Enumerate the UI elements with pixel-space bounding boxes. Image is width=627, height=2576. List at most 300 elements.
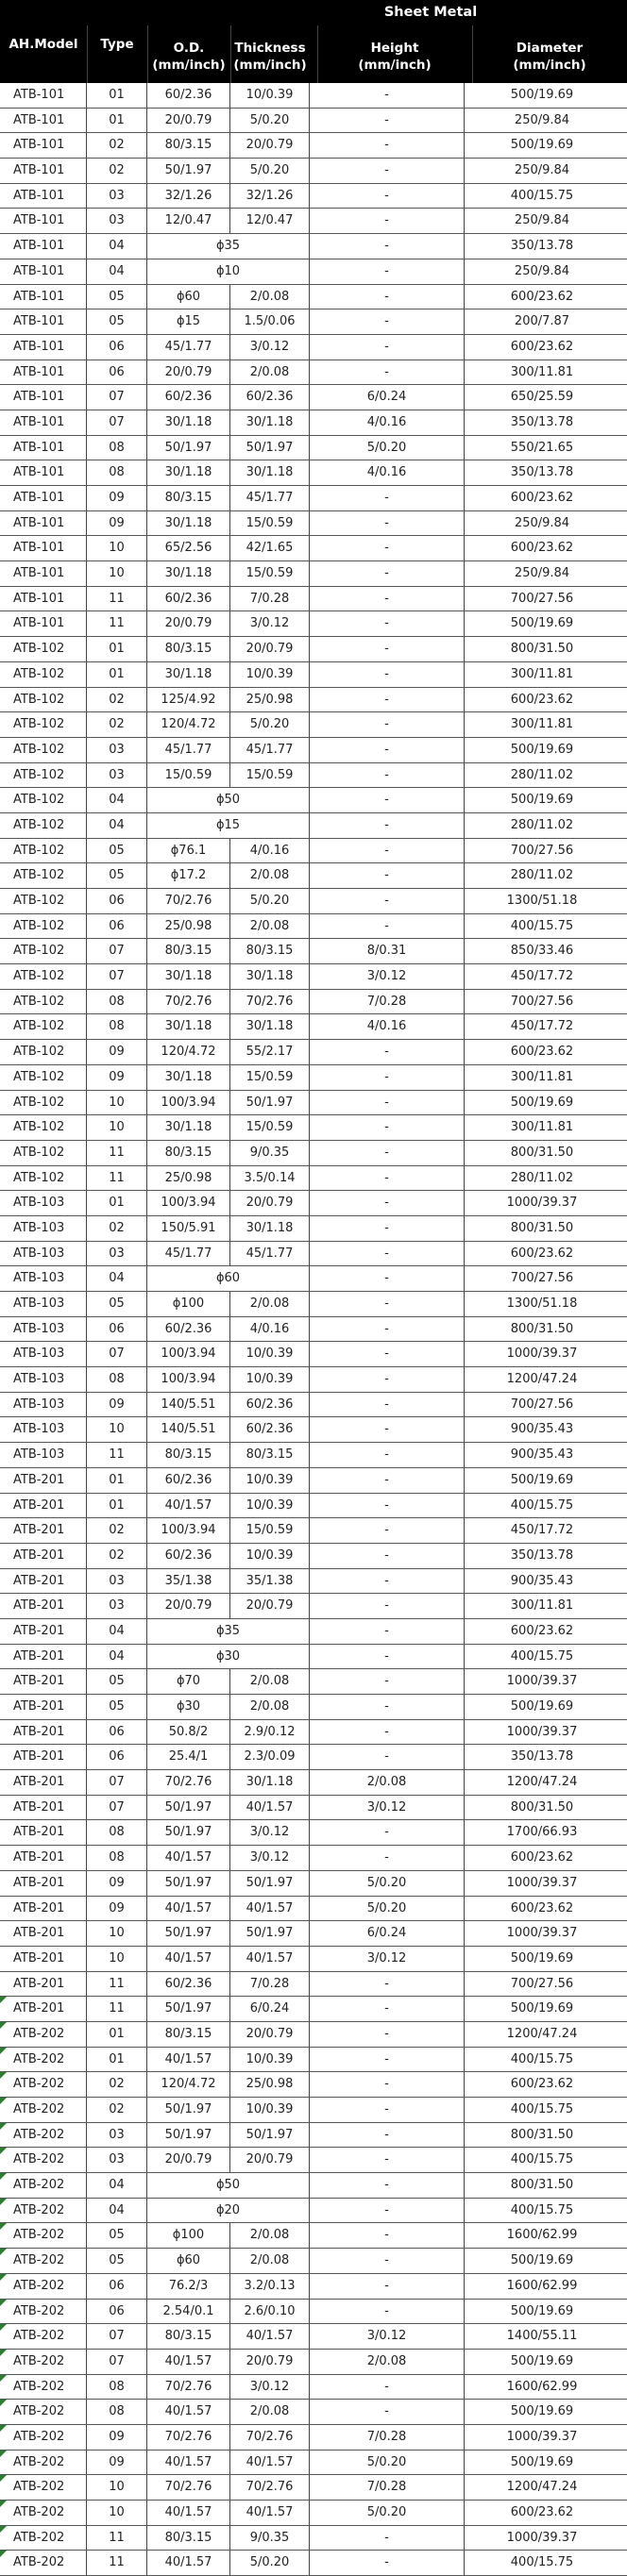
cell-model: ATB-201 bbox=[0, 1871, 87, 1896]
cell-height: - bbox=[310, 2148, 465, 2172]
cell-diameter: 1000/39.37 bbox=[506, 1196, 578, 1211]
cell-thickness: 70/2.76 bbox=[230, 2425, 310, 2450]
cell-od: 50/1.97 bbox=[147, 159, 230, 183]
cell-diameter: 200/7.87 bbox=[514, 314, 570, 329]
cell-type: 11 bbox=[87, 1141, 147, 1165]
table-row bbox=[0, 1292, 627, 1317]
cell-od: ϕ15 bbox=[147, 813, 310, 838]
cell-diameter: 900/35.43 bbox=[510, 1422, 574, 1437]
cell-model: ATB-202 bbox=[0, 2249, 87, 2273]
cell-model: ATB-102 bbox=[0, 1040, 87, 1064]
cell-diameter: 300/11.81 bbox=[510, 1069, 574, 1084]
cell-thickness: 10/0.39 bbox=[230, 1494, 310, 1518]
table-row bbox=[0, 1468, 627, 1494]
cell-diameter: 500/19.69 bbox=[510, 88, 574, 102]
cell-thickness: 7/0.28 bbox=[230, 587, 310, 611]
cell-model: ATB-202 bbox=[0, 2451, 87, 2475]
cell-marker-icon bbox=[0, 2551, 7, 2557]
table-row bbox=[0, 1494, 627, 1519]
cell-type: 07 bbox=[87, 1796, 147, 1820]
cell-model: ATB-102 bbox=[0, 914, 87, 939]
cell-type: 03 bbox=[87, 1594, 147, 1618]
cell-diameter: 350/13.78 bbox=[510, 1547, 574, 1563]
cell-diameter: 250/9.84 bbox=[514, 213, 570, 228]
cell-od: 20/0.79 bbox=[147, 2148, 230, 2172]
table-row bbox=[0, 2123, 627, 2149]
cell-height: - bbox=[310, 889, 465, 913]
cell-type: 08 bbox=[87, 2375, 147, 2400]
table-row bbox=[0, 1619, 627, 1645]
cell-model: ATB-101 bbox=[0, 83, 87, 108]
cell-od: 80/3.15 bbox=[147, 1443, 230, 1467]
table-row bbox=[0, 1115, 627, 1141]
cell-od: 70/2.76 bbox=[147, 1770, 230, 1795]
table-row bbox=[0, 486, 627, 511]
cell-diameter: 500/19.69 bbox=[510, 1950, 574, 1965]
cell-thickness: 30/1.18 bbox=[230, 1770, 310, 1795]
cell-type: 06 bbox=[87, 1720, 147, 1745]
cell-od: 30/1.18 bbox=[147, 1014, 230, 1039]
cell-model: ATB-103 bbox=[0, 1191, 87, 1215]
cell-od: 120/4.72 bbox=[147, 1040, 230, 1064]
table-row bbox=[0, 2274, 627, 2300]
cell-thickness: 2/0.08 bbox=[230, 1669, 310, 1694]
cell-type: 03 bbox=[87, 1242, 147, 1266]
cell-od: 80/3.15 bbox=[147, 637, 230, 661]
table-row bbox=[0, 511, 627, 537]
cell-thickness: 30/1.18 bbox=[230, 964, 310, 989]
table-row bbox=[0, 763, 627, 789]
cell-height: - bbox=[310, 839, 465, 863]
cell-od: ϕ76.1 bbox=[147, 839, 230, 863]
cell-diameter: 280/11.02 bbox=[510, 868, 574, 883]
cell-thickness: 40/1.57 bbox=[230, 1796, 310, 1820]
cell-height: - bbox=[310, 1695, 465, 1719]
cell-type: 08 bbox=[87, 1014, 147, 1039]
cell-height: - bbox=[310, 2375, 465, 2400]
cell-od: 45/1.77 bbox=[147, 335, 230, 360]
cell-od: 150/5.91 bbox=[147, 1216, 230, 1241]
cell-type: 07 bbox=[87, 964, 147, 989]
cell-marker-icon bbox=[0, 2048, 7, 2054]
cell-thickness: 10/0.39 bbox=[230, 1468, 310, 1493]
cell-thickness: 2/0.08 bbox=[230, 2400, 310, 2424]
cell-model: ATB-202 bbox=[0, 2199, 87, 2223]
cell-od: 20/0.79 bbox=[147, 109, 230, 133]
cell-diameter: 600/23.62 bbox=[510, 2505, 574, 2519]
cell-type: 08 bbox=[87, 1367, 147, 1392]
table-row bbox=[0, 839, 627, 864]
cell-model: ATB-202 bbox=[0, 2526, 87, 2551]
cell-thickness: 3/0.12 bbox=[230, 335, 310, 360]
table-row bbox=[0, 133, 627, 159]
cell-thickness: 2/0.08 bbox=[230, 2223, 310, 2248]
cell-type: 04 bbox=[87, 2199, 147, 2223]
table-row bbox=[0, 561, 627, 587]
cell-height: - bbox=[310, 2274, 465, 2299]
cell-type: 06 bbox=[87, 2300, 147, 2324]
cell-diameter: 500/19.69 bbox=[510, 742, 574, 757]
cell-diameter: 1300/51.18 bbox=[506, 894, 578, 908]
cell-od: ϕ10 bbox=[147, 259, 310, 284]
cell-model: ATB-201 bbox=[0, 1695, 87, 1719]
cell-diameter: 300/11.81 bbox=[510, 364, 574, 379]
cell-height: 4/0.16 bbox=[310, 410, 465, 435]
cell-type: 11 bbox=[87, 587, 147, 611]
cell-height: - bbox=[310, 2022, 465, 2047]
cell-height: - bbox=[310, 133, 465, 158]
cell-model: ATB-202 bbox=[0, 2223, 87, 2248]
cell-model: ATB-101 bbox=[0, 410, 87, 435]
cell-od: 35/1.38 bbox=[147, 1569, 230, 1594]
table-row bbox=[0, 1191, 627, 1216]
header-od: O.D. (mm/inch) bbox=[152, 41, 226, 73]
cell-od: 100/3.94 bbox=[147, 1342, 230, 1366]
cell-thickness: 15/0.59 bbox=[230, 561, 310, 586]
cell-od: ϕ15 bbox=[147, 309, 230, 334]
cell-height: - bbox=[310, 763, 465, 788]
cell-diameter: 350/13.78 bbox=[510, 239, 574, 254]
cell-od: ϕ50 bbox=[147, 788, 310, 812]
cell-od: 80/3.15 bbox=[147, 133, 230, 158]
cell-od: 25/0.98 bbox=[147, 1166, 230, 1191]
cell-type: 07 bbox=[87, 410, 147, 435]
cell-height: 7/0.28 bbox=[310, 2425, 465, 2450]
cell-od: 100/3.94 bbox=[147, 1367, 230, 1392]
cell-thickness: 15/0.59 bbox=[230, 763, 310, 788]
cell-height: 7/0.28 bbox=[310, 2475, 465, 2500]
cell-height: - bbox=[310, 1367, 465, 1392]
cell-height: - bbox=[310, 1393, 465, 1417]
cell-type: 07 bbox=[87, 2350, 147, 2374]
cell-model: ATB-202 bbox=[0, 2551, 87, 2575]
cell-height: - bbox=[310, 209, 465, 233]
cell-type: 01 bbox=[87, 1191, 147, 1215]
cell-height: - bbox=[310, 1494, 465, 1518]
cell-model: ATB-101 bbox=[0, 259, 87, 284]
cell-height: - bbox=[310, 637, 465, 661]
cell-thickness: 15/0.59 bbox=[230, 511, 310, 536]
cell-model: ATB-103 bbox=[0, 1393, 87, 1417]
cell-type: 10 bbox=[87, 2501, 147, 2525]
cell-type: 04 bbox=[87, 2173, 147, 2198]
cell-thickness: 20/0.79 bbox=[230, 2350, 310, 2374]
table-row bbox=[0, 209, 627, 234]
cell-diameter: 450/17.72 bbox=[510, 1019, 574, 1034]
cell-model: ATB-201 bbox=[0, 1972, 87, 1997]
cell-type: 11 bbox=[87, 2526, 147, 2551]
table-row bbox=[0, 914, 627, 940]
cell-thickness: 1.5/0.06 bbox=[230, 309, 310, 334]
cell-thickness: 5/0.20 bbox=[230, 889, 310, 913]
cell-od: 20/0.79 bbox=[147, 611, 230, 636]
cell-diameter: 800/31.50 bbox=[510, 1321, 574, 1336]
cell-type: 04 bbox=[87, 1266, 147, 1291]
cell-od: 40/1.57 bbox=[147, 1846, 230, 1870]
cell-height: 2/0.08 bbox=[310, 2350, 465, 2374]
cell-thickness: 2/0.08 bbox=[230, 914, 310, 939]
cell-height: - bbox=[310, 2223, 465, 2248]
cell-type: 08 bbox=[87, 1846, 147, 1870]
cell-height: - bbox=[310, 611, 465, 636]
cell-thickness: 15/0.59 bbox=[230, 1065, 310, 1090]
cell-height: 3/0.12 bbox=[310, 964, 465, 989]
group-title: Sheet Metal bbox=[383, 5, 478, 20]
cell-od: 60/2.36 bbox=[147, 587, 230, 611]
cell-model: ATB-101 bbox=[0, 536, 87, 560]
cell-height: - bbox=[310, 1191, 465, 1215]
cell-od: 80/3.15 bbox=[147, 2526, 230, 2551]
cell-model: ATB-101 bbox=[0, 385, 87, 410]
cell-thickness: 20/0.79 bbox=[230, 2148, 310, 2172]
cell-height: - bbox=[310, 486, 465, 510]
cell-type: 05 bbox=[87, 1669, 147, 1694]
cell-diameter: 500/19.69 bbox=[510, 2253, 574, 2268]
cell-od: 50/1.97 bbox=[147, 1820, 230, 1845]
cell-od: 40/1.57 bbox=[147, 2400, 230, 2424]
table-row bbox=[0, 2425, 627, 2451]
cell-height: - bbox=[310, 1166, 465, 1191]
cell-type: 04 bbox=[87, 234, 147, 259]
cell-od: 80/3.15 bbox=[147, 486, 230, 510]
cell-height: - bbox=[310, 2048, 465, 2072]
cell-type: 11 bbox=[87, 611, 147, 636]
cell-type: 05 bbox=[87, 863, 147, 888]
cell-od: ϕ30 bbox=[147, 1645, 310, 1669]
cell-od: ϕ100 bbox=[147, 1292, 230, 1316]
cell-diameter: 400/15.75 bbox=[510, 2152, 574, 2167]
header-thickness: Thickness (mm/inch) bbox=[233, 41, 307, 73]
cell-type: 05 bbox=[87, 2223, 147, 2248]
cell-thickness: 40/1.57 bbox=[230, 2451, 310, 2475]
cell-model: ATB-102 bbox=[0, 738, 87, 762]
cell-model: ATB-201 bbox=[0, 1669, 87, 1694]
table-row bbox=[0, 1317, 627, 1343]
cell-height: - bbox=[310, 2551, 465, 2575]
cell-model: ATB-103 bbox=[0, 1367, 87, 1392]
cell-height: - bbox=[310, 788, 465, 812]
cell-height: - bbox=[310, 309, 465, 334]
cell-model: ATB-201 bbox=[0, 1997, 87, 2021]
cell-diameter: 1600/62.99 bbox=[506, 2278, 578, 2293]
cell-thickness: 2/0.08 bbox=[230, 360, 310, 385]
cell-type: 09 bbox=[87, 1393, 147, 1417]
cell-diameter: 1600/62.99 bbox=[506, 2379, 578, 2394]
cell-model: ATB-202 bbox=[0, 2022, 87, 2047]
cell-thickness: 2.6/0.10 bbox=[230, 2300, 310, 2324]
cell-od: 30/1.18 bbox=[147, 561, 230, 586]
cell-thickness: 40/1.57 bbox=[230, 1947, 310, 1971]
cell-model: ATB-202 bbox=[0, 2098, 87, 2122]
cell-type: 09 bbox=[87, 486, 147, 510]
table-row bbox=[0, 1871, 627, 1897]
cell-diameter: 300/11.81 bbox=[510, 1120, 574, 1135]
cell-diameter: 600/23.62 bbox=[510, 491, 574, 505]
cell-type: 10 bbox=[87, 536, 147, 560]
cell-diameter: 1000/39.37 bbox=[506, 2429, 578, 2444]
cell-thickness: 50/1.97 bbox=[230, 1921, 310, 1946]
cell-thickness: 2/0.08 bbox=[230, 1292, 310, 1316]
table-row bbox=[0, 2324, 627, 2350]
cell-diameter: 500/19.69 bbox=[510, 2404, 574, 2419]
cell-model: ATB-201 bbox=[0, 1770, 87, 1795]
table-row bbox=[0, 1166, 627, 1192]
cell-type: 07 bbox=[87, 1342, 147, 1366]
cell-od: ϕ20 bbox=[147, 2199, 310, 2223]
cell-height: - bbox=[310, 1040, 465, 1064]
cell-type: 02 bbox=[87, 1518, 147, 1543]
table-row bbox=[0, 637, 627, 662]
cell-diameter: 350/13.78 bbox=[510, 465, 574, 480]
cell-od: 60/2.36 bbox=[147, 1468, 230, 1493]
cell-thickness: 5/0.20 bbox=[230, 109, 310, 133]
cell-type: 09 bbox=[87, 1897, 147, 1921]
cell-height: - bbox=[310, 1518, 465, 1543]
cell-od: 12/0.47 bbox=[147, 209, 230, 233]
cell-diameter: 600/23.62 bbox=[510, 1246, 574, 1261]
cell-model: ATB-202 bbox=[0, 2274, 87, 2299]
cell-model: ATB-102 bbox=[0, 1065, 87, 1090]
cell-height: - bbox=[310, 285, 465, 309]
cell-type: 05 bbox=[87, 2249, 147, 2273]
cell-model: ATB-103 bbox=[0, 1242, 87, 1266]
table-row bbox=[0, 436, 627, 461]
cell-type: 07 bbox=[87, 2324, 147, 2349]
cell-od: 50/1.97 bbox=[147, 2123, 230, 2148]
cell-marker-icon bbox=[0, 2223, 7, 2230]
cell-model: ATB-202 bbox=[0, 2048, 87, 2072]
cell-height: 2/0.08 bbox=[310, 1770, 465, 1795]
cell-od: 140/5.51 bbox=[147, 1417, 230, 1442]
cell-model: ATB-102 bbox=[0, 939, 87, 963]
cell-od: 70/2.76 bbox=[147, 889, 230, 913]
cell-height: - bbox=[310, 1594, 465, 1618]
cell-diameter: 600/23.62 bbox=[510, 289, 574, 304]
cell-diameter: 700/27.56 bbox=[510, 1397, 574, 1412]
cell-thickness: 70/2.76 bbox=[230, 990, 310, 1014]
cell-marker-icon bbox=[0, 2324, 7, 2331]
cell-height: - bbox=[310, 1216, 465, 1241]
cell-od: 45/1.77 bbox=[147, 738, 230, 762]
cell-thickness: 60/2.36 bbox=[230, 385, 310, 410]
cell-model: ATB-101 bbox=[0, 159, 87, 183]
table-row bbox=[0, 159, 627, 184]
cell-diameter: 350/13.78 bbox=[510, 1749, 574, 1765]
cell-diameter: 900/35.43 bbox=[510, 1573, 574, 1588]
cell-od: 15/0.59 bbox=[147, 763, 230, 788]
cell-thickness: 50/1.97 bbox=[230, 1871, 310, 1896]
cell-diameter: 1200/47.24 bbox=[506, 2026, 578, 2041]
cell-model: ATB-103 bbox=[0, 1266, 87, 1291]
cell-thickness: 45/1.77 bbox=[230, 486, 310, 510]
table-row bbox=[0, 184, 627, 209]
table-row bbox=[0, 385, 627, 410]
cell-diameter: 400/15.75 bbox=[510, 2202, 574, 2217]
cell-type: 09 bbox=[87, 511, 147, 536]
cell-diameter: 300/11.81 bbox=[510, 1598, 574, 1614]
cell-od: 40/1.57 bbox=[147, 2048, 230, 2072]
cell-marker-icon bbox=[0, 2072, 7, 2079]
cell-height: 3/0.12 bbox=[310, 2324, 465, 2349]
cell-od: 32/1.26 bbox=[147, 184, 230, 209]
cell-od: 60/2.36 bbox=[147, 385, 230, 410]
cell-thickness: 10/0.39 bbox=[230, 1367, 310, 1392]
cell-diameter: 700/27.56 bbox=[510, 591, 574, 606]
cell-diameter: 400/15.75 bbox=[510, 918, 574, 933]
cell-type: 10 bbox=[87, 2475, 147, 2500]
cell-height: - bbox=[310, 184, 465, 209]
cell-height: 3/0.12 bbox=[310, 1947, 465, 1971]
cell-od: 50.8/2 bbox=[147, 1720, 230, 1745]
cell-type: 08 bbox=[87, 436, 147, 460]
cell-marker-icon bbox=[0, 2375, 7, 2382]
cell-diameter: 1000/39.37 bbox=[506, 1347, 578, 1362]
table-row bbox=[0, 712, 627, 738]
cell-thickness: 20/0.79 bbox=[230, 1594, 310, 1618]
cell-type: 10 bbox=[87, 1947, 147, 1971]
cell-thickness: 5/0.20 bbox=[230, 2551, 310, 2575]
cell-diameter: 400/15.75 bbox=[510, 2555, 574, 2570]
cell-type: 01 bbox=[87, 1494, 147, 1518]
cell-height: - bbox=[310, 2249, 465, 2273]
cell-height: - bbox=[310, 863, 465, 888]
table-row bbox=[0, 2072, 627, 2098]
cell-diameter: 400/15.75 bbox=[510, 188, 574, 203]
cell-od: 20/0.79 bbox=[147, 1594, 230, 1618]
cell-model: ATB-101 bbox=[0, 486, 87, 510]
cell-thickness: 60/2.36 bbox=[230, 1417, 310, 1442]
cell-od: 40/1.57 bbox=[147, 1494, 230, 1518]
cell-diameter: 600/23.62 bbox=[510, 339, 574, 354]
cell-diameter: 800/31.50 bbox=[510, 2127, 574, 2142]
cell-diameter: 400/15.75 bbox=[510, 1497, 574, 1513]
table-row bbox=[0, 1518, 627, 1544]
table-row bbox=[0, 1266, 627, 1292]
table-header bbox=[0, 0, 627, 83]
cell-od: 40/1.57 bbox=[147, 1897, 230, 1921]
cell-height: - bbox=[310, 662, 465, 687]
cell-diameter: 1000/39.37 bbox=[506, 1926, 578, 1941]
table-row bbox=[0, 1342, 627, 1367]
cell-type: 02 bbox=[87, 159, 147, 183]
cell-thickness: 42/1.65 bbox=[230, 536, 310, 560]
table-row bbox=[0, 2199, 627, 2224]
cell-marker-icon bbox=[0, 1997, 7, 2003]
table-row bbox=[0, 536, 627, 561]
cell-model: ATB-102 bbox=[0, 788, 87, 812]
cell-model: ATB-201 bbox=[0, 1594, 87, 1618]
cell-model: ATB-101 bbox=[0, 587, 87, 611]
cell-height: 8/0.31 bbox=[310, 939, 465, 963]
table-row bbox=[0, 964, 627, 990]
cell-model: ATB-202 bbox=[0, 2425, 87, 2450]
cell-type: 05 bbox=[87, 839, 147, 863]
cell-thickness: 40/1.57 bbox=[230, 2501, 310, 2525]
cell-model: ATB-101 bbox=[0, 209, 87, 233]
cell-model: ATB-201 bbox=[0, 1745, 87, 1769]
cell-thickness: 15/0.59 bbox=[230, 1115, 310, 1140]
cell-thickness: 30/1.18 bbox=[230, 410, 310, 435]
table-row bbox=[0, 83, 627, 109]
cell-diameter: 250/9.84 bbox=[514, 112, 570, 127]
cell-height: - bbox=[310, 1997, 465, 2021]
cell-model: ATB-202 bbox=[0, 2123, 87, 2148]
cell-height: - bbox=[310, 2123, 465, 2148]
cell-type: 06 bbox=[87, 2274, 147, 2299]
cell-marker-icon bbox=[0, 2425, 7, 2432]
cell-marker-icon bbox=[0, 2022, 7, 2029]
cell-od: ϕ60 bbox=[147, 285, 230, 309]
